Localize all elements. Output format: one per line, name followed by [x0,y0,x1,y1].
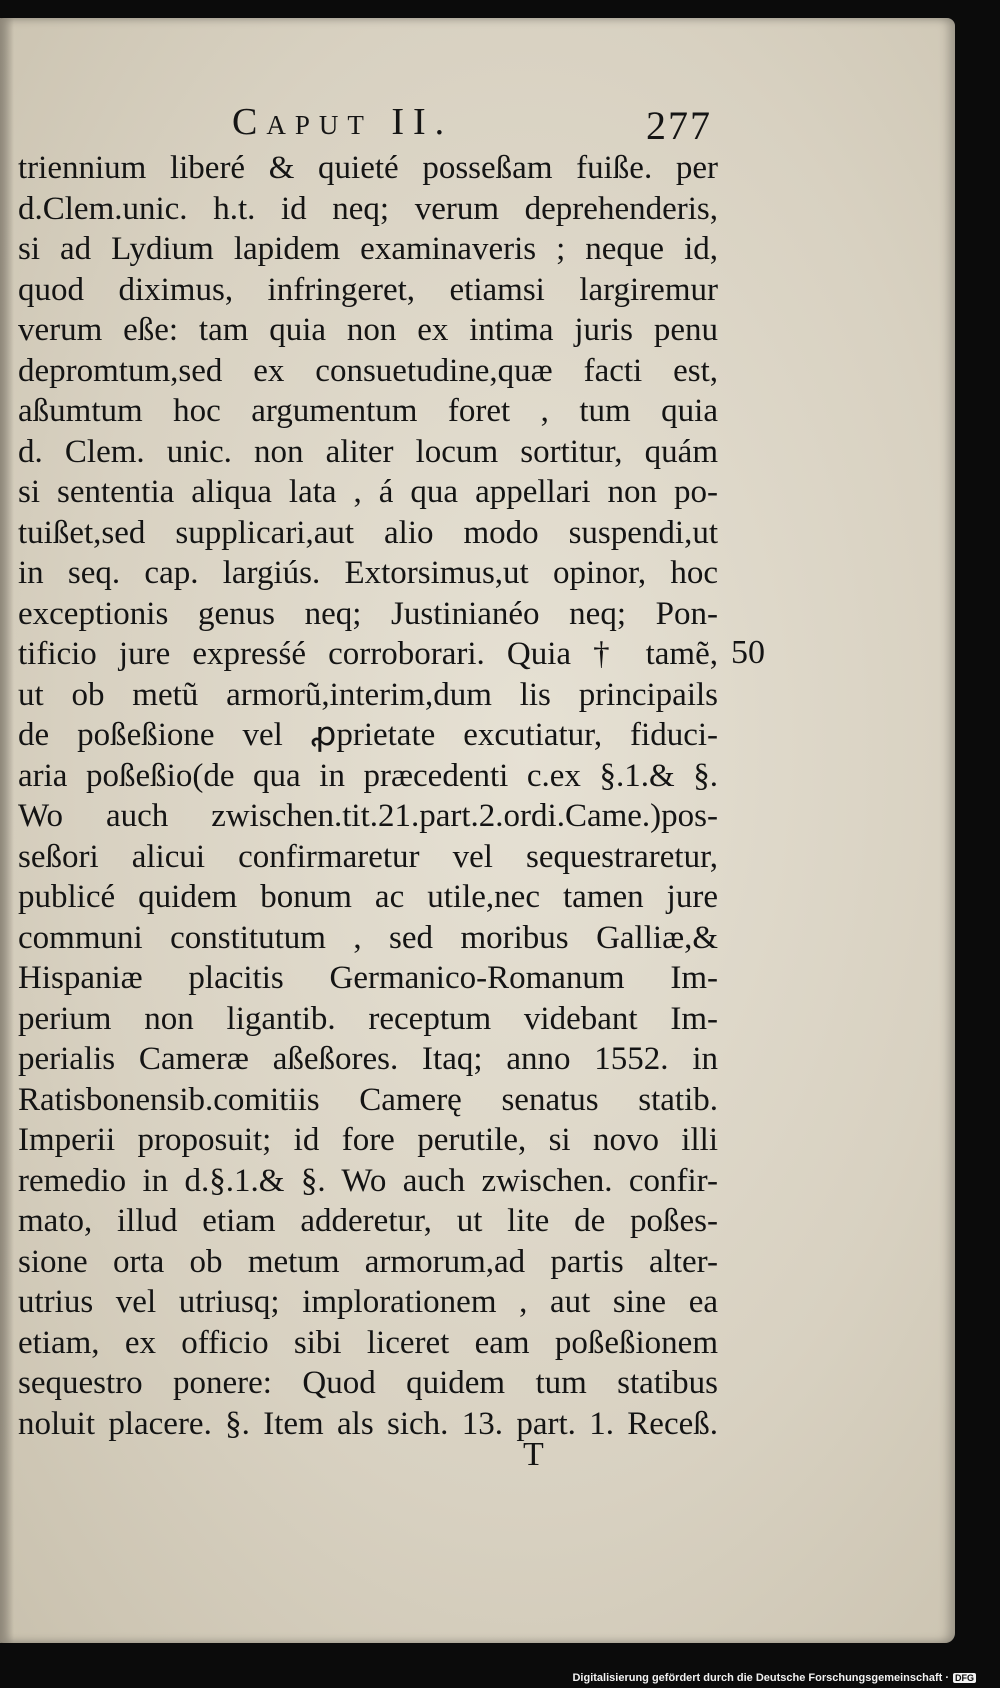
text-line: de poßeßione vel ꝓprietate excutiatur, fiduci- [18,717,718,753]
dfg-logo: DFG [955,1673,974,1683]
text-line: Hispaniæ placitis Germanico-Romanum Im- [18,960,718,996]
text-line: aria poßeßio(de qua in præcedenti c.ex §.1.& §. [18,757,718,794]
text-line: communi constitutum , sed moribus Galliæ,& [18,919,718,956]
text-line: utrius vel utriusq; implorationem , aut sine ea [18,1284,718,1320]
book-page [0,18,955,1643]
text-line: etiam, ex officio sibi liceret eam poßeßionem [18,1324,718,1361]
running-title: Caput II. [232,101,454,143]
text-line: sequestro ponere: Quod quidem tum statibus [18,1365,718,1401]
text-line: remedio in d.§.1.& §. Wo auch zwischen. confir- [18,1162,718,1199]
text-line: depromtum,sed ex consuetudine,quæ facti est, [18,352,718,389]
text-line: quod diximus, infringeret, etiamsi largiremur [18,271,718,308]
text-line: si ad Lydium lapidem examinaveris ; neque id, [18,231,718,267]
text-line: tuißet,sed supplicari,aut alio modo suspendi,ut [18,514,718,551]
text-line: d.Clem.unic. h.t. id neq; verum deprehenderis, [18,190,718,227]
text-line: Imperii proposuit; id fore perutile, si novo illi [18,1122,718,1158]
text-line: d. Clem. unic. non aliter locum sortitur, quám [18,433,718,470]
text-line: ut ob metũ armorũ,interim,dum lis principails [18,676,718,713]
credit-text: Digitalisierung gefördert durch die Deutsche Forschungsgemeinschaft · [572,1672,949,1684]
text-line: Ratisbonensib.comitiis Camerę senatus statib. [18,1081,718,1118]
text-line: perialis Cameræ aßeßores. Itaq; anno 1552. in [18,1041,718,1077]
catchword: T [523,1436,544,1473]
text-line: publicé quidem bonum ac utile,nec tamen jure [18,879,718,915]
text-line: triennium liberé & quieté posseßam fuiße. per [18,150,718,186]
text-line: mato, illud etiam adderetur, ut lite de poßes- [18,1203,718,1239]
text-line: tificio jure expresśé corroborari. Quia † tamẽ, [18,636,718,672]
text-line: noluit placere. §. Item als sich. 13. part. 1. Receß. [18,1405,718,1442]
page-gutter-shadow [0,18,14,1643]
text-line: sione orta ob metum armorum,ad partis alter- [18,1243,718,1280]
text-line: Wo auch zwischen.tit.21.part.2.ordi.Came.)pos- [18,798,718,834]
text-line: perium non ligantib. receptum videbant Im- [18,1000,718,1037]
digitization-credit [572,1672,976,1684]
body-text [18,148,718,1444]
text-line: in seq. cap. largiús. Extorsimus,ut opinor, hoc [18,555,718,591]
margin-note-number: 50 [731,634,765,671]
page-header [0,100,955,148]
text-line: si sententia aliqua lata , á qua appellari non po- [18,474,718,510]
page-number: 277 [646,103,712,148]
text-line: seßori alicui confirmaretur vel sequestraretur, [18,838,718,875]
text-line: aßumtum hoc argumentum foret , tum quia [18,393,718,429]
text-line: exceptionis genus neq; Justinianéo neq; Pon- [18,595,718,632]
text-line: verum eße: tam quia non ex intima juris penu [18,312,718,348]
